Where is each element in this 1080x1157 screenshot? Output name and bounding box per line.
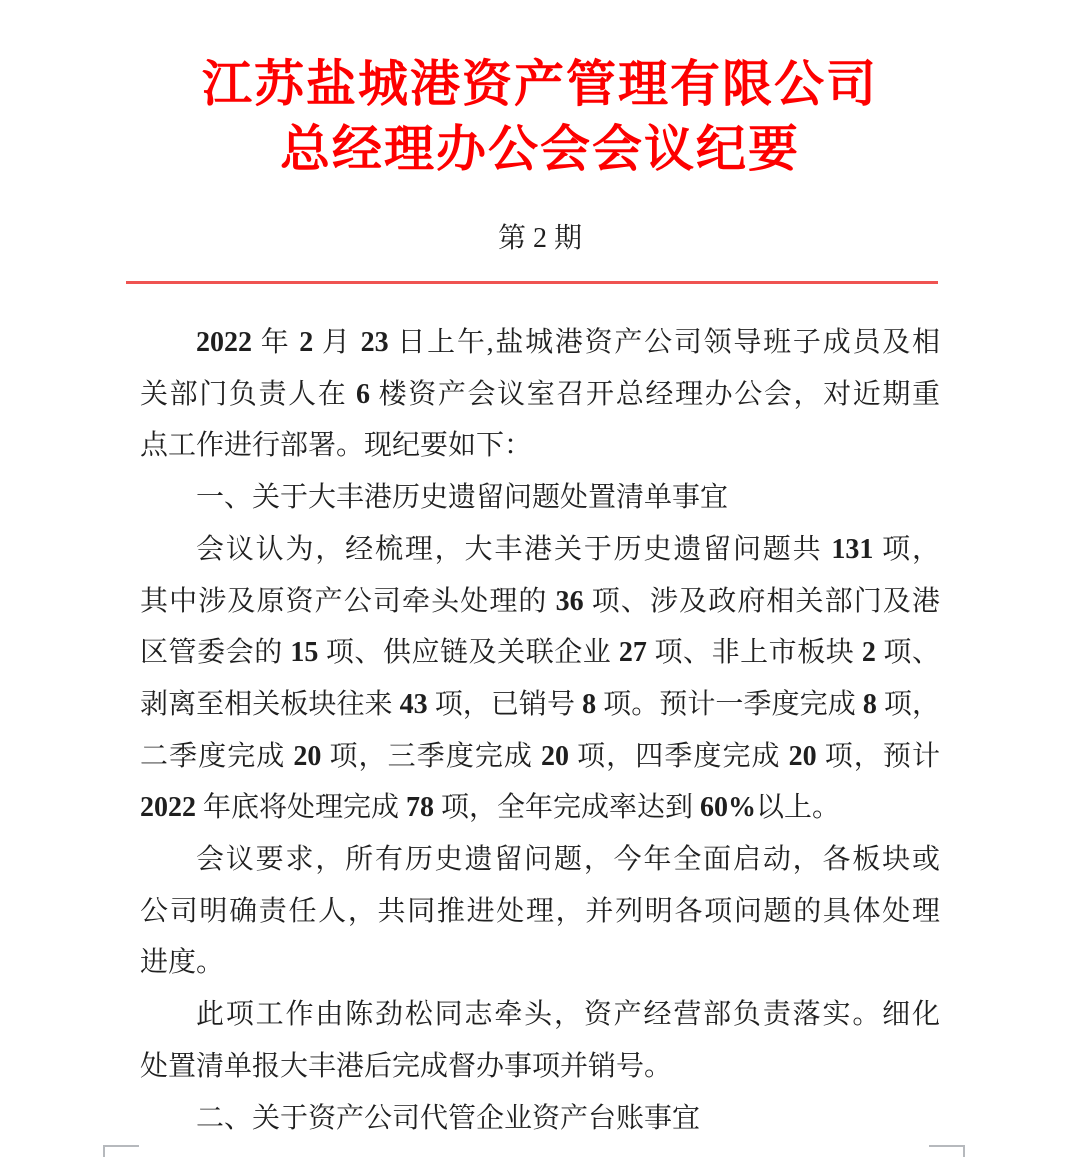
numeric-value: 2022: [140, 792, 196, 824]
numeric-value: 23: [360, 327, 389, 358]
table-corner-mark-left: [103, 1145, 139, 1157]
body-text-line: 点工作进行部署。现纪要如下：: [140, 430, 533, 462]
body-text-line: 处置清单报大丰港后完成督办事项并销号。: [140, 1050, 673, 1082]
body-text-line: 二季度完成 20 项，三季度完成 20 项，四季度完成 20 项，预计: [140, 740, 940, 772]
body-text-line: 2022 年 2 月 23 日上午,盐城港资产公司领导班子成员及相: [196, 327, 940, 358]
section-heading-line: 二、关于资产公司代管企业资产台账事宜: [196, 1102, 701, 1134]
numeric-value: 36: [555, 585, 584, 617]
numeric-value: 27: [618, 637, 647, 669]
numeric-value: 43: [399, 688, 428, 720]
body-text-line: 此项工作由陈劲松同志牵头，资产经营部负责落实。细化: [196, 999, 940, 1031]
body-text-line: 会议要求，所有历史遗留问题，今年全面启动，各板块或: [196, 844, 940, 876]
issue-number: 第 2 期: [497, 223, 582, 254]
numeric-value: 131: [831, 533, 874, 565]
numeric-value: 20: [541, 740, 570, 772]
numeric-value: 60%: [700, 792, 757, 824]
body-text-line: 2022 年底将处理完成 78 项，全年完成率达到 60%以上。: [140, 792, 841, 824]
body-text-line: 会议认为，经梳理，大丰港关于历史遗留问题共 131 项，: [196, 533, 940, 565]
body-text-line: 公司明确责任人，共同推进处理，并列明各项问题的具体处理: [140, 895, 940, 927]
numeric-value: 78: [406, 792, 435, 824]
document-title: [0, 0, 1080, 182]
numeric-value: 2022: [196, 327, 252, 358]
body-text-line: 其中涉及原资产公司牵头处理的 36 项、涉及政府相关部门及港: [140, 585, 940, 617]
numeric-value: 15: [290, 637, 319, 669]
body-text-line: 进度。: [140, 947, 225, 979]
numeric-value: 2: [861, 637, 876, 669]
numeric-value: 20: [293, 740, 322, 772]
body-text-line: 区管委会的 15 项、供应链及关联企业 27 项、非上市板块 2 项、: [140, 637, 940, 669]
numeric-value: 20: [788, 740, 817, 772]
numeric-value: 6: [356, 378, 371, 410]
table-corner-mark-right: [929, 1145, 965, 1157]
section-heading-line: 一、关于大丰港历史遗留问题处置清单事宜: [196, 482, 729, 514]
numeric-value: 2: [299, 327, 314, 358]
body-text-line: 剥离至相关板块往来 43 项，已销号 8 项。预计一季度完成 8 项，: [140, 688, 940, 720]
title-line-1: 江苏盐城港资产管理有限公司: [202, 56, 878, 112]
title-line-2: 总经理办公会会议纪要: [280, 121, 800, 177]
numeric-value: 8: [862, 688, 877, 720]
body-text-line: 关部门负责人在 6 楼资产会议室召开总经理办公会，对近期重: [140, 378, 940, 410]
numeric-value: 8: [582, 688, 597, 720]
red-divider-rule: [126, 281, 938, 284]
document-body: [140, 317, 940, 1144]
